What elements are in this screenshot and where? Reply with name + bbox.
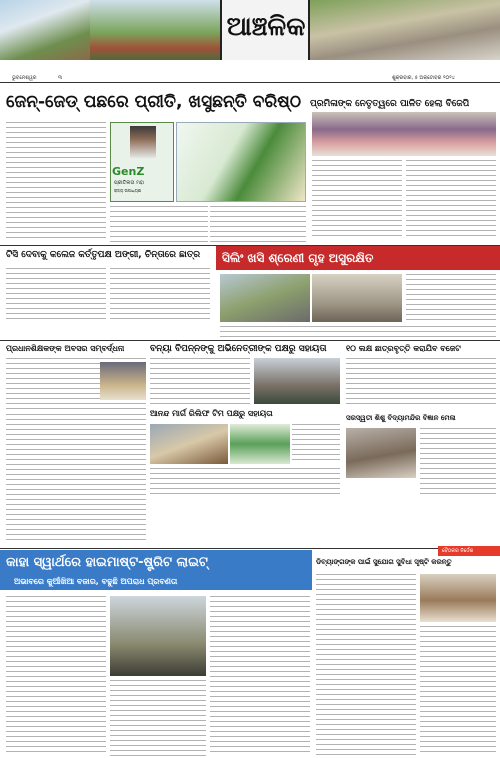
- divider-2: [0, 340, 500, 341]
- bottom-subhead: ଅଭାବରେ କୁଆଁଖିଆ ବଜାର, ବଢୁଛି ଅପରାଧ ପ୍ରବଣତା: [14, 577, 178, 586]
- bottom-right-headline: ଡିବ୍ୟାଙ୍ଗଙ୍କ ପାଇଁ ସୁଯୋଗ ସୁବିଧା ସୃଷ୍ଟି କରନ୍ତୁ: [316, 558, 452, 566]
- story8-body: [420, 428, 496, 498]
- story6-body: [292, 424, 340, 464]
- story5-body: [150, 358, 250, 404]
- story5-photo: [254, 358, 340, 404]
- bottom-body-c: [110, 680, 206, 756]
- lead-body-col1: [6, 122, 106, 242]
- bottom-right-body-a: [316, 574, 416, 756]
- bottom-headline: କାହା ସ୍ୱାର୍ଥରେ ହାଇମାଷ୍ଟ-ଷ୍ଟ୍ରିଟ ଲାଇଟ୍: [6, 555, 208, 570]
- story6-headline: ଆନନ୍ଦ ମାର୍ଗ ରିଲିଫ ଟିମ ପକ୍ଷରୁ ସହାୟତା: [150, 409, 273, 418]
- story5-headline: ବନ୍ୟା ବିପନ୍ନଙ୍କୁ ଅଭିନେତ୍ରୀଙ୍କ ପକ୍ଷରୁ ସହାୟତା: [150, 344, 327, 354]
- bottom-photo: [110, 596, 206, 676]
- bottom-body-b: [210, 596, 310, 756]
- lead-headline: ଜେନ୍-ଜେଡ୍ ପଛରେ ପ୍ରୀତି, ଖସୁଛନ୍ତି ବରିଷ୍ଠ: [6, 92, 302, 112]
- bottom-right-label: ବୈଠକର ନିର୍ଦ୍ଦେଶ: [442, 548, 474, 554]
- right-top-body-b: [406, 160, 496, 240]
- story3-headline: ସିଲିଂ ଖସି ଶ୍ରେଣୀ ଗୃହ ଅସୁରକ୍ଷିତ: [222, 251, 374, 265]
- lead-banner-photo: [176, 122, 306, 202]
- story7-body: [346, 358, 496, 408]
- story2-body-b: [110, 268, 210, 322]
- story6-photo: [150, 424, 228, 464]
- story3-photo: [220, 274, 310, 322]
- story7-headline: ୧୦ ଲକ୍ଷ ଛାତ୍ରବୃତ୍ତି କରାଯିବ ବଜେଟ: [346, 344, 461, 353]
- bottom-body-a: [6, 596, 106, 756]
- story2-body-a: [6, 268, 106, 322]
- story4-photo: [100, 362, 146, 400]
- story8-headline: ସରସ୍ୱତୀ ଶିଶୁ ବିଦ୍ୟାମନ୍ଦିର ବିଜ୍ଞାନ ମେଳା: [346, 414, 456, 422]
- page-number: ୩: [58, 75, 62, 81]
- story3-body-b: [220, 326, 496, 338]
- lead-body-col2: [110, 206, 208, 242]
- story4-body-b: [6, 414, 146, 544]
- masthead-photo-middle: [90, 0, 220, 60]
- paper-name: ଭୁବନେଶ୍ୱର: [12, 75, 37, 81]
- story6-photo-2: [230, 424, 290, 464]
- bottom-right-body-b: [420, 626, 496, 756]
- masthead-title: ଆଞ୍ଚଳିକ: [226, 12, 306, 42]
- right-top-body-a: [312, 160, 402, 240]
- story6-body-b: [150, 468, 340, 498]
- story3-photo-2: [312, 274, 402, 322]
- story4-headline: ପ୍ରଧାନଶିକ୍ଷକଙ୍କ ଅବସର ସମ୍ବର୍ଦ୍ଧନା: [6, 344, 125, 353]
- lead-badge-photo: [130, 126, 156, 158]
- date-line: ଶୁକ୍ରବାର, ୫ ଅକ୍ଟୋବର ୨୦୨୪: [392, 75, 455, 81]
- lead-badge-title: GenZ: [112, 165, 145, 178]
- story8-photo: [346, 428, 416, 478]
- story3-body: [406, 274, 496, 322]
- right-top-photo: [312, 112, 496, 156]
- bottom-right-photo: [420, 574, 496, 622]
- lead-badge-caption: ରାଜ୍ୟ ଉପାଧ୍ୟକ୍ଷ: [114, 188, 141, 193]
- story2-headline: ଟିସି ଦେବାକୁ କଲେଜ କର୍ତ୍ତୃପକ୍ଷ ଅଙ୍ଗୀ, ଚିନ୍ତାରେ ଛାତ୍ର: [6, 250, 201, 260]
- lead-badge-name: ପ୍ରୀତିଲତା ମହା: [114, 180, 144, 186]
- lead-body-col3: [210, 206, 306, 242]
- masthead-photo-right: [310, 0, 500, 60]
- divider-3: [0, 548, 500, 549]
- masthead-photo-left: [0, 0, 90, 60]
- right-top-headline: ପ୍ରମିଳାଙ୍କ ନେତୃତ୍ୱରେ ପାଳିତ ହେଲା ବିଜେପି: [310, 99, 470, 109]
